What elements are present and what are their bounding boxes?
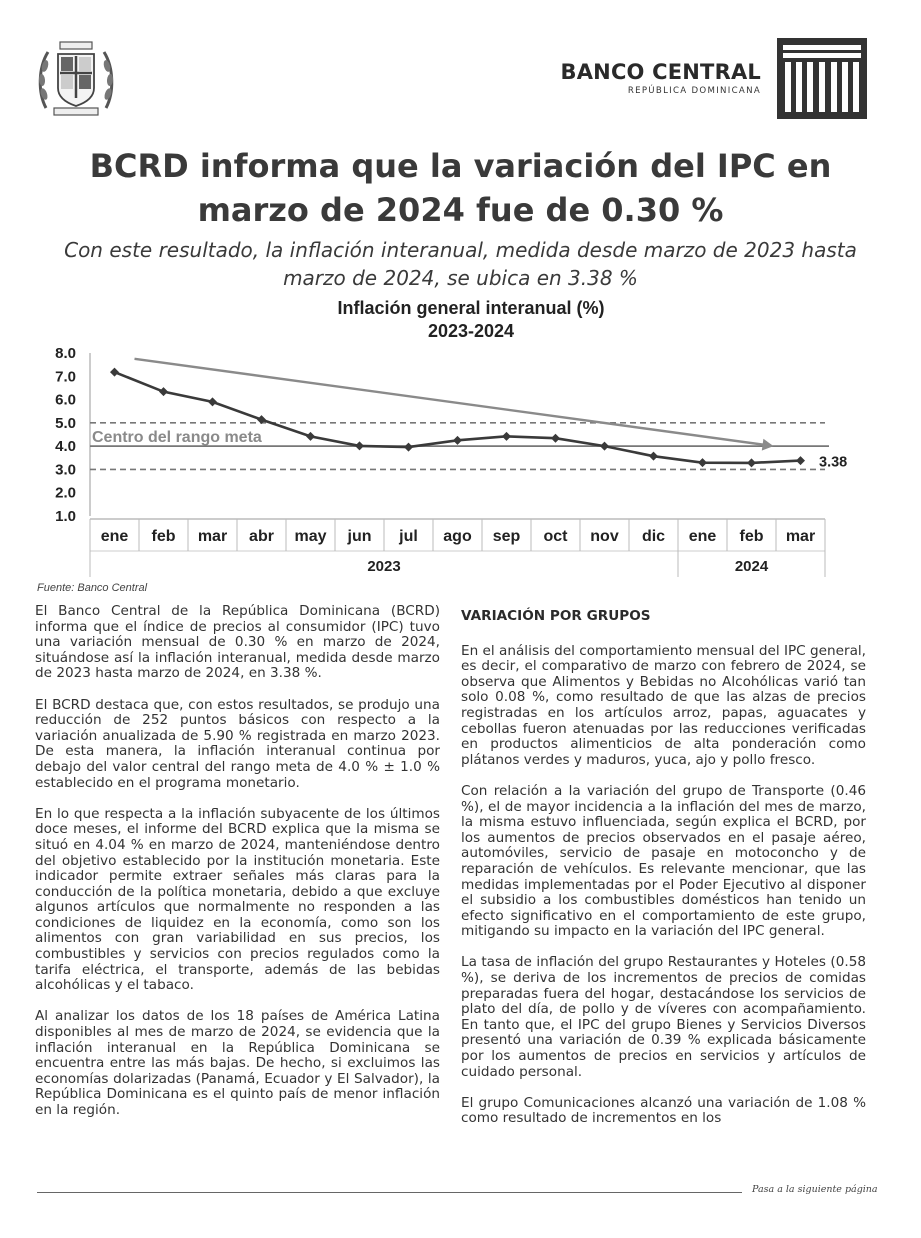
x-tick-label: may: [294, 528, 327, 545]
data-point-marker: [796, 456, 805, 465]
x-tick-label: nov: [590, 528, 619, 545]
data-point-marker: [208, 397, 217, 406]
x-tick-label: abr: [249, 528, 274, 545]
chart-source: Fuente: Banco Central: [37, 582, 148, 594]
data-point-marker: [747, 458, 756, 467]
left-column: [35, 604, 440, 1134]
inflation-chart: [0, 0, 921, 600]
body-paragraph: El grupo Comunicaciones alcanzó una variación de 1.08 % como resultado de incrementos en los: [461, 1094, 866, 1127]
body-paragraph: Al analizar los datos de los 18 países de América Latina disponibles al mes de marzo de 2024, se evidencia que la inflación interanual en la República Dominicana se encuentra entre las más bajas. De hecho, si excluimos las economías dolarizadas (Panamá, Ecuador y El Salvador), la República Dominicana es el quinto país de menor inflación en la región.: [35, 1008, 440, 1118]
x-tick-label: jun: [347, 528, 372, 545]
body-paragraph: Con relación a la variación del grupo de Transporte (0.46 %), el de mayor incidencia a la inflación del mes de marzo, la misma estuvo influenciada, según explica el BCRD, por los aumentos de precios observados en el pasaje aéreo, automóviles, servicio de pasaje en motoconcho y de reparación de vehículos. Es relevante mencionar, que las medidas implementadas por el Poder Ejecutivo al disponer el subsidio a los combustibles domésticos han tenido un efecto significativo en el comportamiento de este grupo, mitigando su impacto en la variación del IPC general.: [461, 782, 866, 940]
body-paragraph: El BCRD destaca que, con estos resultados, se produjo una reducción de 252 puntos básicos con respecto a la variación anualizada de 5.90 % registrada en marzo 2023. De esta manera, la inflación interanual continua por debajo del valor central del rango meta de 4.0 % ± 1.0 % establecido en el programa monetario.: [35, 696, 440, 791]
data-point-marker: [698, 458, 707, 467]
data-point-marker: [453, 436, 462, 445]
trend-arrowhead: [762, 439, 774, 451]
body-paragraph: La tasa de inflación del grupo Restaurantes y Hoteles (0.58 %), se deriva de los incrementos de precios de comidas preparadas fuera del hogar, destacándose los servicios de plato del día, de pollo y de víveres con acompañamiento. En tanto que, el IPC del grupo Bienes y Servicios Diversos presentó una variación de 0.39 % explicada básicamente por los aumentos de precios en servicios y artículos de cuidado personal.: [461, 954, 866, 1080]
x-tick-label: feb: [739, 528, 764, 545]
y-tick-label: 6.0: [55, 391, 76, 409]
y-tick-label: 3.0: [55, 461, 76, 479]
right-column: [461, 604, 866, 1143]
y-tick-label: 4.0: [55, 438, 76, 456]
data-point-marker: [404, 443, 413, 452]
data-point-marker: [502, 432, 511, 441]
body-paragraph: En el análisis del comportamiento mensual del IPC general, es decir, el comparativo de marzo con febrero de 2024, se observa que Alimentos y Bebidas no Alcohólicas varió tan solo 0.08 %, como resultado de que las alzas de precios registradas en los artículos arroz, papas, aguacates y cebollas fueron atenuadas por las reducciones verificadas en productos alimenticios de alta ponderación como plátanos verdes y maduros, yuca, ajo y pollo fresco.: [461, 642, 866, 768]
section-heading: VARIACIÓN POR GRUPOS: [461, 608, 651, 624]
data-point-marker: [110, 368, 119, 377]
center-range-label: Centro del rango meta: [92, 429, 262, 447]
continue-note: Pasa a la siguiente página: [752, 1184, 878, 1195]
x-tick-label: oct: [543, 528, 568, 545]
year-group-label: 2023: [367, 558, 401, 575]
data-point-marker: [159, 387, 168, 396]
x-tick-label: ene: [688, 528, 717, 545]
data-point-marker: [649, 452, 658, 461]
x-tick-label: dic: [641, 528, 666, 545]
x-tick-label: jul: [399, 528, 418, 545]
year-group-label: 2024: [734, 558, 769, 575]
body-paragraph: El Banco Central de la República Dominicana (BCRD) informa que el índice de precios al consumidor (IPC) tuvo una variación mensual de 0.30 % en marzo de 2024, situándose así la inflación interanual, medida desde marzo de 2023 hasta marzo de 2024, en 3.38 %.: [35, 603, 440, 682]
footer-rule: [37, 1192, 742, 1193]
last-value-label: 3.38: [819, 454, 848, 471]
inflation-series-line: [115, 372, 801, 463]
y-tick-label: 2.0: [55, 484, 76, 502]
data-point-marker: [306, 432, 315, 441]
x-tick-label: sep: [492, 528, 521, 545]
y-tick-label: 1.0: [55, 508, 76, 525]
headline: BCRD informa que la variación del IPC en marzo de 2024 fue de 0.30 %: [89, 147, 832, 229]
y-tick-label: 7.0: [55, 368, 76, 386]
y-tick-label: 8.0: [55, 345, 76, 362]
data-point-marker: [355, 441, 364, 450]
bank-name: BANCO CENTRAL: [560, 60, 761, 84]
data-point-marker: [600, 442, 609, 451]
data-point-marker: [551, 434, 560, 443]
chart-title: Inflación general interanual (%): [337, 298, 605, 318]
bank-subtitle: REPÚBLICA DOMINICANA: [627, 86, 761, 96]
x-tick-label: mar: [785, 528, 816, 545]
x-tick-label: ago: [443, 528, 472, 545]
y-tick-label: 5.0: [55, 414, 76, 432]
subheadline: Con este resultado, la inflación interanual, medida desde marzo de 2023 hasta marzo de 2024, se ubica en 3.38 %: [64, 238, 857, 290]
x-tick-label: ene: [100, 528, 129, 545]
chart-subtitle: 2023-2024: [427, 321, 515, 341]
x-tick-label: feb: [151, 528, 176, 545]
x-tick-label: mar: [197, 528, 228, 545]
body-paragraph: En lo que respecta a la inflación subyacente de los últimos doce meses, el informe del BCRD explica que la misma se situó en 4.04 % en marzo de 2024, manteniéndose dentro del objetivo establecido por la institución monetaria. Este indicador permite extraer señales más claras para la conducción de la política monetaria, debido a que excluye algunos artículos que normalmente no responden a las condiciones de liquidez en la economía, como son los alimentos con gran variabilidad en sus precios, los combustibles y servicios con precios regulados como la tarifa eléctrica, el transporte, además de las bebidas alcohólicas y el tabaco.: [35, 805, 440, 994]
